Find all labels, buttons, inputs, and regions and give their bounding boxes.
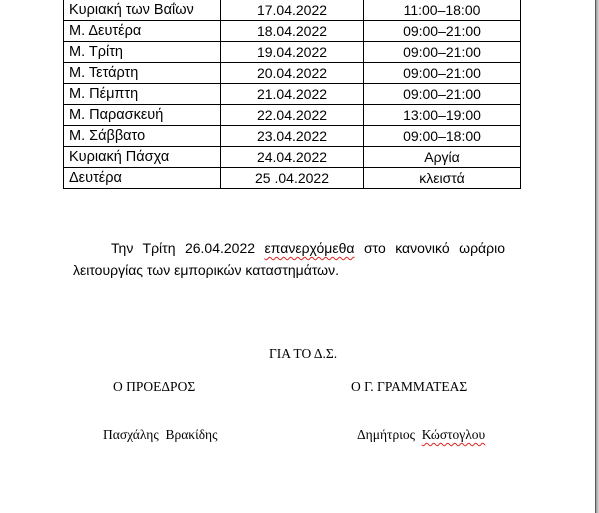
day-cell: Μ. Σάββατο: [64, 126, 221, 147]
date-cell: 20.04.2022: [221, 63, 364, 84]
secretary-first-name: Δημήτριος: [357, 427, 422, 442]
hours-cell: 09:00–21:00: [364, 63, 521, 84]
table-row: [64, 84, 521, 105]
page-edge: [595, 0, 596, 513]
secretary-name: [357, 427, 485, 443]
hours-cell: κλειστά: [364, 168, 521, 189]
table-row: [64, 0, 521, 21]
hours-cell: 09:00–18:00: [364, 126, 521, 147]
hours-cell: 09:00–21:00: [364, 84, 521, 105]
day-cell: Μ. Παρασκευή: [64, 105, 221, 126]
secretary-title: Ο Γ. ΓΡΑΜΜΑΤΕΑΣ: [351, 379, 468, 394]
table-row: [64, 126, 521, 147]
table-row: [64, 147, 521, 168]
hours-cell: Αργία: [364, 147, 521, 168]
table-row: [64, 42, 521, 63]
signature-heading: ΓΙΑ ΤΟ Δ.Σ.: [269, 346, 338, 361]
president-name: Πασχάλης Βρακίδης: [103, 427, 218, 442]
day-cell: Μ. Τρίτη: [64, 42, 221, 63]
day-cell: Κυριακή Πάσχα: [64, 147, 221, 168]
date-cell: 19.04.2022: [221, 42, 364, 63]
date-cell: 21.04.2022: [221, 84, 364, 105]
table-row: [64, 105, 521, 126]
table-row: [64, 168, 521, 189]
date-cell: 23.04.2022: [221, 126, 364, 147]
secretary-last-name: Κώστογλου: [421, 427, 486, 442]
spellcheck-flagged-word: επανερχόμεθα: [264, 240, 355, 256]
hours-cell: 09:00–21:00: [364, 21, 521, 42]
date-cell: 25 .04.2022: [221, 168, 364, 189]
date-cell: 17.04.2022: [221, 0, 364, 21]
day-cell: Δευτέρα: [64, 168, 221, 189]
day-cell: Μ. Δευτέρα: [64, 21, 221, 42]
president-title: Ο ΠΡΟΕΔΡΟΣ: [113, 379, 196, 394]
day-cell: Κυριακή των Βαΐων: [64, 0, 221, 21]
paragraph-text-start: Την Τρίτη 26.04.2022: [111, 240, 265, 256]
hours-cell: 13:00–19:00: [364, 105, 521, 126]
schedule-table: [63, 0, 521, 189]
day-cell: Μ. Πέμπτη: [64, 84, 221, 105]
hours-cell: 11:00–18:00: [364, 0, 521, 21]
table-row: [64, 63, 521, 84]
date-cell: 22.04.2022: [221, 105, 364, 126]
table-row: [64, 21, 521, 42]
day-cell: Μ. Τετάρτη: [64, 63, 221, 84]
hours-cell: 09:00–21:00: [364, 42, 521, 63]
paragraph-text-end: στο κανονικό ωράριο λειτουργίας των εμπορικών καταστημάτων.: [73, 240, 505, 278]
date-cell: 24.04.2022: [221, 147, 364, 168]
date-cell: 18.04.2022: [221, 21, 364, 42]
notice-paragraph: [73, 237, 505, 281]
